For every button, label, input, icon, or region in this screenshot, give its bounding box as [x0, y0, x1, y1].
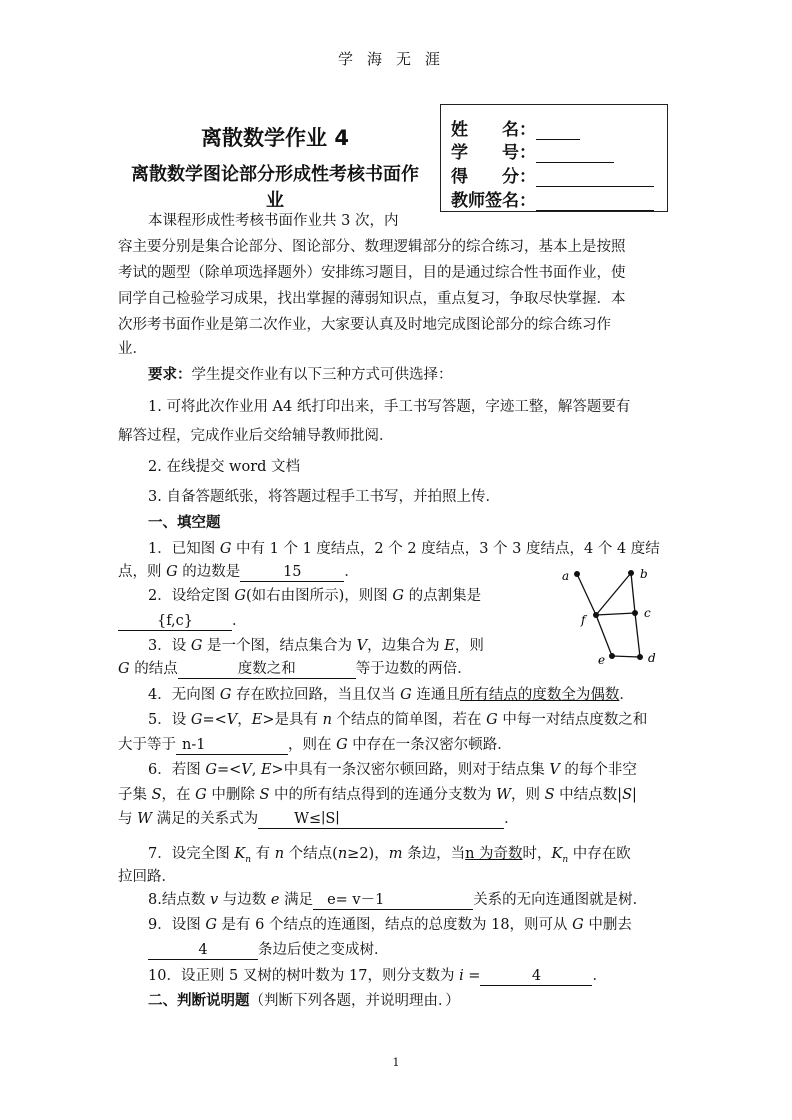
label-d: d — [648, 651, 656, 665]
requirements-label: 要求： — [148, 367, 192, 383]
q3-line-2: G 的结点 度数之和 等于边数的两倍． — [118, 661, 472, 677]
q7-line-2: 拉回路． — [118, 869, 176, 885]
teacher-label: 教师签名： — [451, 191, 536, 211]
edge-f-e — [596, 615, 612, 656]
q7-line-1: 7．设完全图 $K_n$ 有 n 个结点(n≥2)，m 条边，当n 为奇数时，$K_n$ 中存在欧 — [148, 846, 631, 865]
id-label: 学 号： — [451, 143, 536, 163]
q10-line: 10．设正则 5 叉树的树叶数为 17，则分支数为 i = 4 ． — [148, 968, 607, 984]
graph-figure — [556, 560, 676, 670]
node-c — [632, 610, 638, 616]
q4-answer: 所有结点的度数全为偶数 — [459, 687, 620, 703]
node-a — [574, 571, 580, 577]
edge-b-f — [596, 573, 631, 615]
edge-a-f — [577, 574, 596, 615]
section-1-heading: 一、填空题 — [148, 515, 221, 531]
id-blank[interactable] — [536, 146, 614, 163]
edge-b-c — [631, 573, 635, 613]
q1-line-2: 点，则 G 的边数是 15 ． — [118, 564, 359, 580]
q6-line-1: 6．若图 G=<V, E>中具有一条汉密尔顿回路，则对于结点集 V 的每个非空 — [148, 762, 637, 778]
name-row — [451, 115, 580, 140]
doc-title: 离散数学作业 4 — [201, 126, 349, 150]
name-label: 姓 名： — [451, 120, 536, 140]
teacher-blank[interactable] — [536, 194, 654, 211]
section-2-heading: 二、判断说明题（判断下列各题，并说明理由．） — [148, 993, 460, 1009]
teacher-row — [451, 186, 654, 211]
q5-line-1: 5．设 G=<V，E>是具有 n 个结点的简单图，若在 G 中每一对结点度数之和 — [148, 712, 648, 728]
node-f — [593, 612, 599, 618]
q2-answer: {f,c} — [118, 613, 232, 631]
q6-line-3: 与 W 满足的关系式为 W≤∣S∣ ． — [118, 811, 519, 827]
q7-answer: n 为奇数 — [465, 846, 523, 862]
id-row — [451, 138, 614, 163]
edge-e-d — [612, 656, 640, 657]
node-e — [609, 653, 615, 659]
node-b — [628, 570, 634, 576]
doc-subtitle-1: 离散数学图论部分形成性考核书面作 — [131, 164, 419, 185]
intro-line-4: 同学自己检验学习成果，找出掌握的薄弱知识点，重点复习，争取尽快掌握．本 — [118, 291, 626, 307]
label-b: b — [640, 567, 648, 581]
q2-line-1: 2．设给定图 G(如右由图所示)，则图 G 的点割集是 — [148, 588, 482, 604]
q9-line-2: 4 条边后使之变成树． — [148, 941, 704, 960]
q10-answer: 4 — [480, 968, 592, 986]
score-blank[interactable] — [536, 170, 654, 187]
page-number: 1 — [392, 1056, 400, 1069]
label-c: c — [644, 606, 651, 620]
q9-answer: 4 — [148, 942, 258, 960]
doc-subtitle-2: 业 — [266, 190, 284, 211]
requirements-line: 要求：学生提交作业有以下三种方式可供选择： — [148, 367, 453, 383]
intro-line-6: 业． — [118, 341, 147, 357]
q5-line-2: 大于等于 n-1 ，则在 G 中存在一条汉密尔顿路． — [118, 737, 512, 753]
q1-line-1: 1．已知图 G 中有 1 个 1 度结点，2 个 2 度结点，3 个 3 度结点，4 个 4 度结 — [148, 541, 660, 557]
q9-line-1: 9．设图 G 是有 6 个结点的连通图，结点的总度数为 18，则可从 G 中删去 — [148, 917, 632, 933]
intro-line-5: 次形考书面作业是第二次作业，大家要认真及时地完成图论部分的综合练习作 — [118, 317, 611, 333]
req-item-3: 3. 自备答题纸张，将答题过程手工书写，并拍照上传． — [148, 489, 500, 505]
score-label: 得 分： — [451, 167, 536, 187]
q3-answer: 度数之和 — [178, 661, 356, 679]
q4-line: 4．无向图 G 存在欧拉回路，当且仅当 G 连通且所有结点的度数全为偶数． — [148, 687, 634, 703]
node-d — [637, 654, 643, 660]
q3-line-1: 3．设 G 是一个图，结点集合为 V，边集合为 E，则 — [148, 638, 484, 654]
label-f: f — [581, 613, 586, 627]
q1-answer: 15 — [240, 564, 344, 582]
student-info-box — [440, 104, 668, 212]
intro-line-1: 本课程形成性考核书面作业共 3 次，内 — [148, 213, 399, 229]
q6-answer: W≤∣S∣ — [258, 811, 504, 829]
edge-f-c — [596, 613, 635, 615]
req-item-2: 2. 在线提交 word 文档 — [148, 459, 301, 475]
q6-line-2: 子集 S，在 G 中删除 S 中的所有结点得到的连通分支数为 W，则 S 中结点数|S| — [118, 787, 637, 803]
score-row — [451, 162, 654, 187]
label-e: e — [598, 653, 606, 667]
intro-line-2: 容主要分别是集合论部分、图论部分、数理逻辑部分的综合练习，基本上是按照 — [118, 239, 626, 255]
q8-answer: e= v－1 — [313, 892, 473, 910]
running-header: 学海无涯 — [337, 50, 454, 68]
label-a: a — [562, 569, 570, 583]
edge-c-d — [635, 613, 640, 657]
req-item-1b: 解答过程，完成作业后交给辅导教师批阅． — [118, 428, 394, 444]
intro-line-3: 考试的题型（除单项选择题外）安排练习题目，目的是通过综合性书面作业，使 — [118, 265, 626, 281]
q5-answer: n-1 — [176, 737, 288, 755]
q2-line-2: {f,c} ． — [118, 612, 674, 631]
req-item-1a: 1. 可将此次作业用 A4 纸打印出来，手工书写答题，字迹工整，解答题要有 — [148, 399, 631, 415]
q8-line: 8.结点数 v 与边数 e 满足 e= v－1 关系的无向连通图就是树． — [148, 892, 648, 908]
